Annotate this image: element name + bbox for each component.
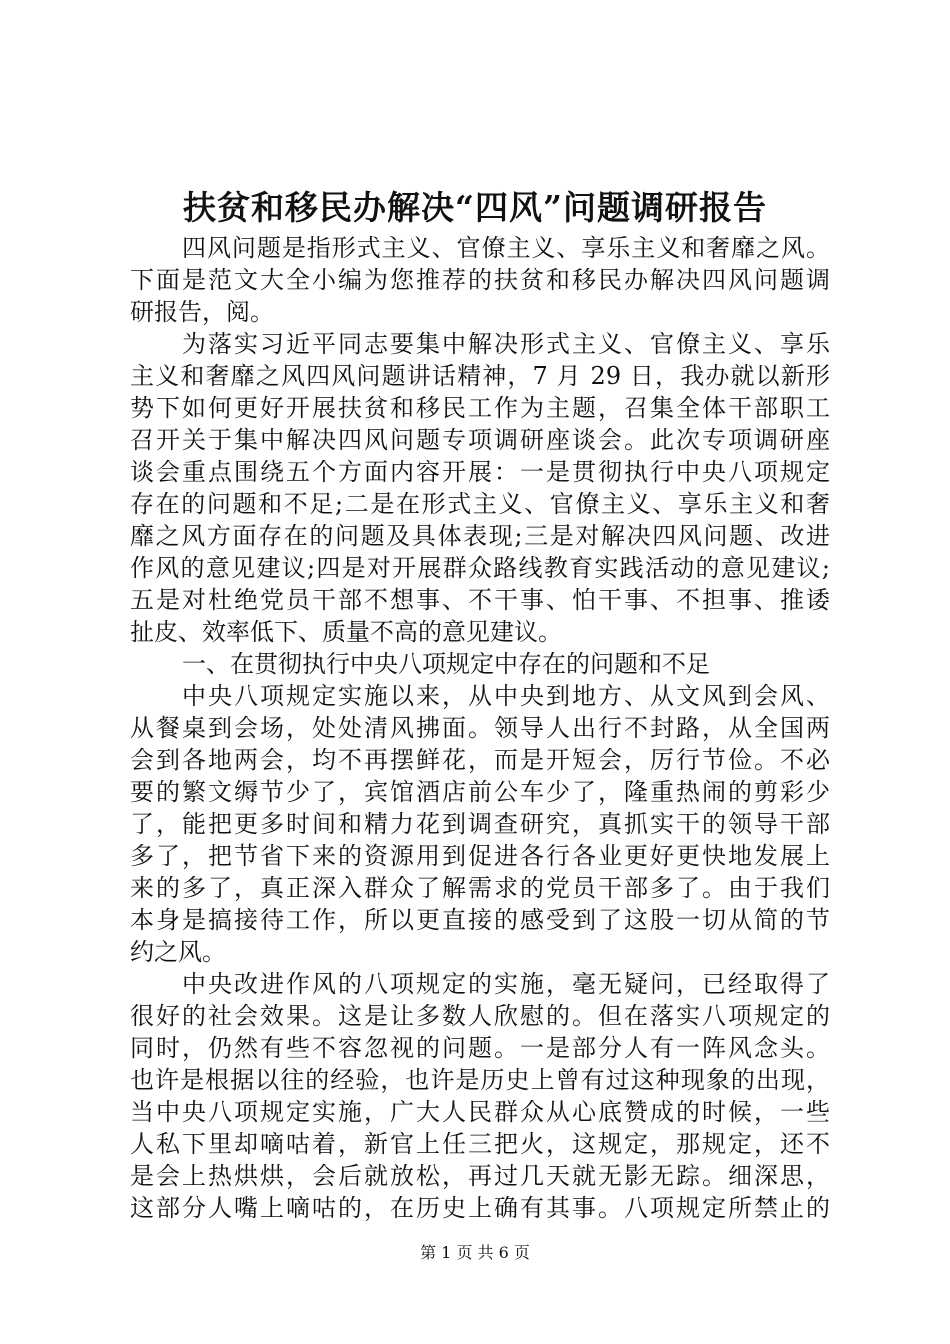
paragraph-3-line: 中央八项规定实施以来，从中央到地方、从文风到会风、 <box>182 682 830 710</box>
paragraph-4-line: 人私下里却嘀咕着，新官上任三把火，这规定，那规定，还不 <box>130 1130 830 1158</box>
paragraph-1-line: 下面是范文大全小编为您推荐的扶贫和移民办解决四风问题调 <box>130 266 830 294</box>
paragraph-2-line: 势下如何更好开展扶贫和移民工作为主题，召集全体干部职工 <box>130 394 830 422</box>
paragraph-3-line: 了，能把更多时间和精力花到调查研究，真抓实干的领导干部 <box>130 810 830 838</box>
paragraph-4-line: 中央改进作风的八项规定的实施，毫无疑问，已经取得了 <box>182 970 830 998</box>
document-title: 扶贫和移民办解决“四风”问题调研报告 <box>183 188 767 227</box>
section-heading: 一、在贯彻执行中央八项规定中存在的问题和不足 <box>182 650 710 678</box>
paragraph-4-line: 是会上热烘烘，会后就放松，再过几天就无影无踪。细深思， <box>130 1162 830 1190</box>
paragraph-4-line: 也许是根据以往的经验，也许是历史上曾有过这种现象的出现， <box>130 1066 830 1094</box>
paragraph-3-line: 多了，把节省下来的资源用到促进各行各业更好更快地发展上 <box>130 842 830 870</box>
paragraph-1-line: 四风问题是指形式主义、官僚主义、享乐主义和奢靡之风。 <box>182 234 830 262</box>
paragraph-2-line: 靡之风方面存在的问题及具体表现;三是对解决四风问题、改进 <box>130 522 830 550</box>
paragraph-2-line: 五是对杜绝党员干部不想事、不干事、怕干事、不担事、推诿 <box>130 586 830 614</box>
paragraph-3-line: 要的繁文缛节少了，宾馆酒店前公车少了，隆重热闹的剪彩少 <box>130 778 830 806</box>
paragraph-3-line: 来的多了，真正深入群众了解需求的党员干部多了。由于我们 <box>130 874 830 902</box>
paragraph-2-line: 扯皮、效率低下、质量不高的意见建议。 <box>130 618 562 646</box>
paragraph-3-line: 本身是搞接待工作，所以更直接的感受到了这股一切从简的节 <box>130 906 830 934</box>
document-body <box>130 232 830 1224</box>
paragraph-2-line: 为落实习近平同志要集中解决形式主义、官僚主义、享乐 <box>182 330 830 358</box>
paragraph-2-line: 存在的问题和不足;二是在形式主义、官僚主义、享乐主义和奢 <box>130 490 830 518</box>
paragraph-4-line: 当中央八项规定实施，广大人民群众从心底赞成的时候，一些 <box>130 1098 830 1126</box>
page-footer: 第 1 页 共 6 页 <box>420 1243 530 1262</box>
paragraph-2-line: 作风的意见建议;四是对开展群众路线教育实践活动的意见建议; <box>130 554 830 582</box>
paragraph-2-line: 谈会重点围绕五个方面内容开展：一是贯彻执行中央八项规定 <box>130 458 830 486</box>
paragraph-4-line: 这部分人嘴上嘀咕的，在历史上确有其事。八项规定所禁止的 <box>130 1194 830 1222</box>
paragraph-3-line: 从餐桌到会场，处处清风拂面。领导人出行不封路，从全国两 <box>130 714 830 742</box>
paragraph-1-line: 研报告，阅。 <box>130 298 274 326</box>
paragraph-2-line: 召开关于集中解决四风问题专项调研座谈会。此次专项调研座 <box>130 426 830 454</box>
paragraph-3-line: 约之风。 <box>130 938 226 966</box>
paragraph-3-line: 会到各地两会，均不再摆鲜花，而是开短会，厉行节俭。不必 <box>130 746 830 774</box>
paragraph-4-line: 很好的社会效果。这是让多数人欣慰的。但在落实八项规定的 <box>130 1002 830 1030</box>
paragraph-2-line: 主义和奢靡之风四风问题讲话精神，7 月 29 日，我办就以新形 <box>130 362 830 390</box>
paragraph-4-line: 同时，仍然有些不容忽视的问题。一是部分人有一阵风念头。 <box>130 1034 830 1062</box>
